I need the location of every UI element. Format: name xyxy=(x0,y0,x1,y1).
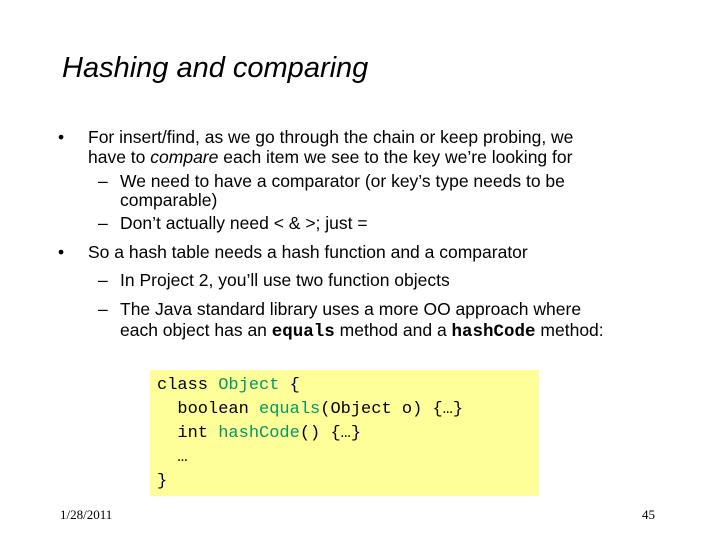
dash-marker: – xyxy=(98,171,108,191)
code-equals: equals xyxy=(271,322,335,342)
code-identifier: Code xyxy=(259,424,300,443)
bullet-marker: • xyxy=(58,127,65,147)
bullet-1-line-1: For insert/find, as we go through the chain or keep probing, we xyxy=(88,127,574,147)
sub-2-2-text-b: method and a xyxy=(334,320,452,340)
code-hashcode: hashCode xyxy=(451,322,536,342)
code-text: { xyxy=(279,376,300,395)
bullet-marker: • xyxy=(58,242,65,262)
code-identifier: equals xyxy=(259,400,321,419)
sub-2-2-line-1: The Java standard library uses a more OO approach where xyxy=(120,299,582,319)
code-block xyxy=(150,370,539,496)
footer-date: 1/28/2011 xyxy=(60,507,113,522)
sub-2-2-text-a: each object has an xyxy=(120,320,272,340)
dash-marker: – xyxy=(98,299,108,319)
code-text: (Object o) {…} xyxy=(320,400,464,419)
sub-2-2-text-c: method: xyxy=(535,320,604,340)
code-identifier: hash xyxy=(218,424,260,443)
page-number: 45 xyxy=(642,507,655,522)
code-keyword: boolean xyxy=(157,400,260,419)
code-line-3 xyxy=(157,424,361,444)
slide-title: Hashing and comparing xyxy=(62,52,369,84)
sub-2-2-line-2 xyxy=(120,321,604,342)
sub-1-1-line-2: comparable) xyxy=(120,190,218,210)
code-text: () {…} xyxy=(299,424,362,443)
code-line-1 xyxy=(157,376,300,396)
sub-1-1-line-1: We need to have a comparator (or key’s type needs to be xyxy=(120,171,565,191)
dash-marker: – xyxy=(98,213,108,233)
sub-1-2-line-1: Don’t actually need < & >; just = xyxy=(120,213,368,233)
code-line-2 xyxy=(157,400,463,420)
bullet-1-text: have to xyxy=(88,147,151,167)
code-line-4: … xyxy=(157,448,188,467)
code-keyword: class xyxy=(157,376,219,395)
bullet-2-line-1: So a hash table needs a hash function and a comparator xyxy=(88,242,528,262)
code-keyword: int xyxy=(157,424,219,443)
dash-marker: – xyxy=(98,270,108,290)
bullet-1-text-end: each item we see to the key we’re looking for xyxy=(218,147,573,167)
code-identifier: Object xyxy=(218,376,280,395)
sub-2-1-line-1: In Project 2, you’ll use two function objects xyxy=(120,270,450,290)
bullet-1-emphasis: compare xyxy=(150,147,219,167)
code-line-5: } xyxy=(157,472,168,491)
bullet-1-line-2 xyxy=(88,148,572,167)
